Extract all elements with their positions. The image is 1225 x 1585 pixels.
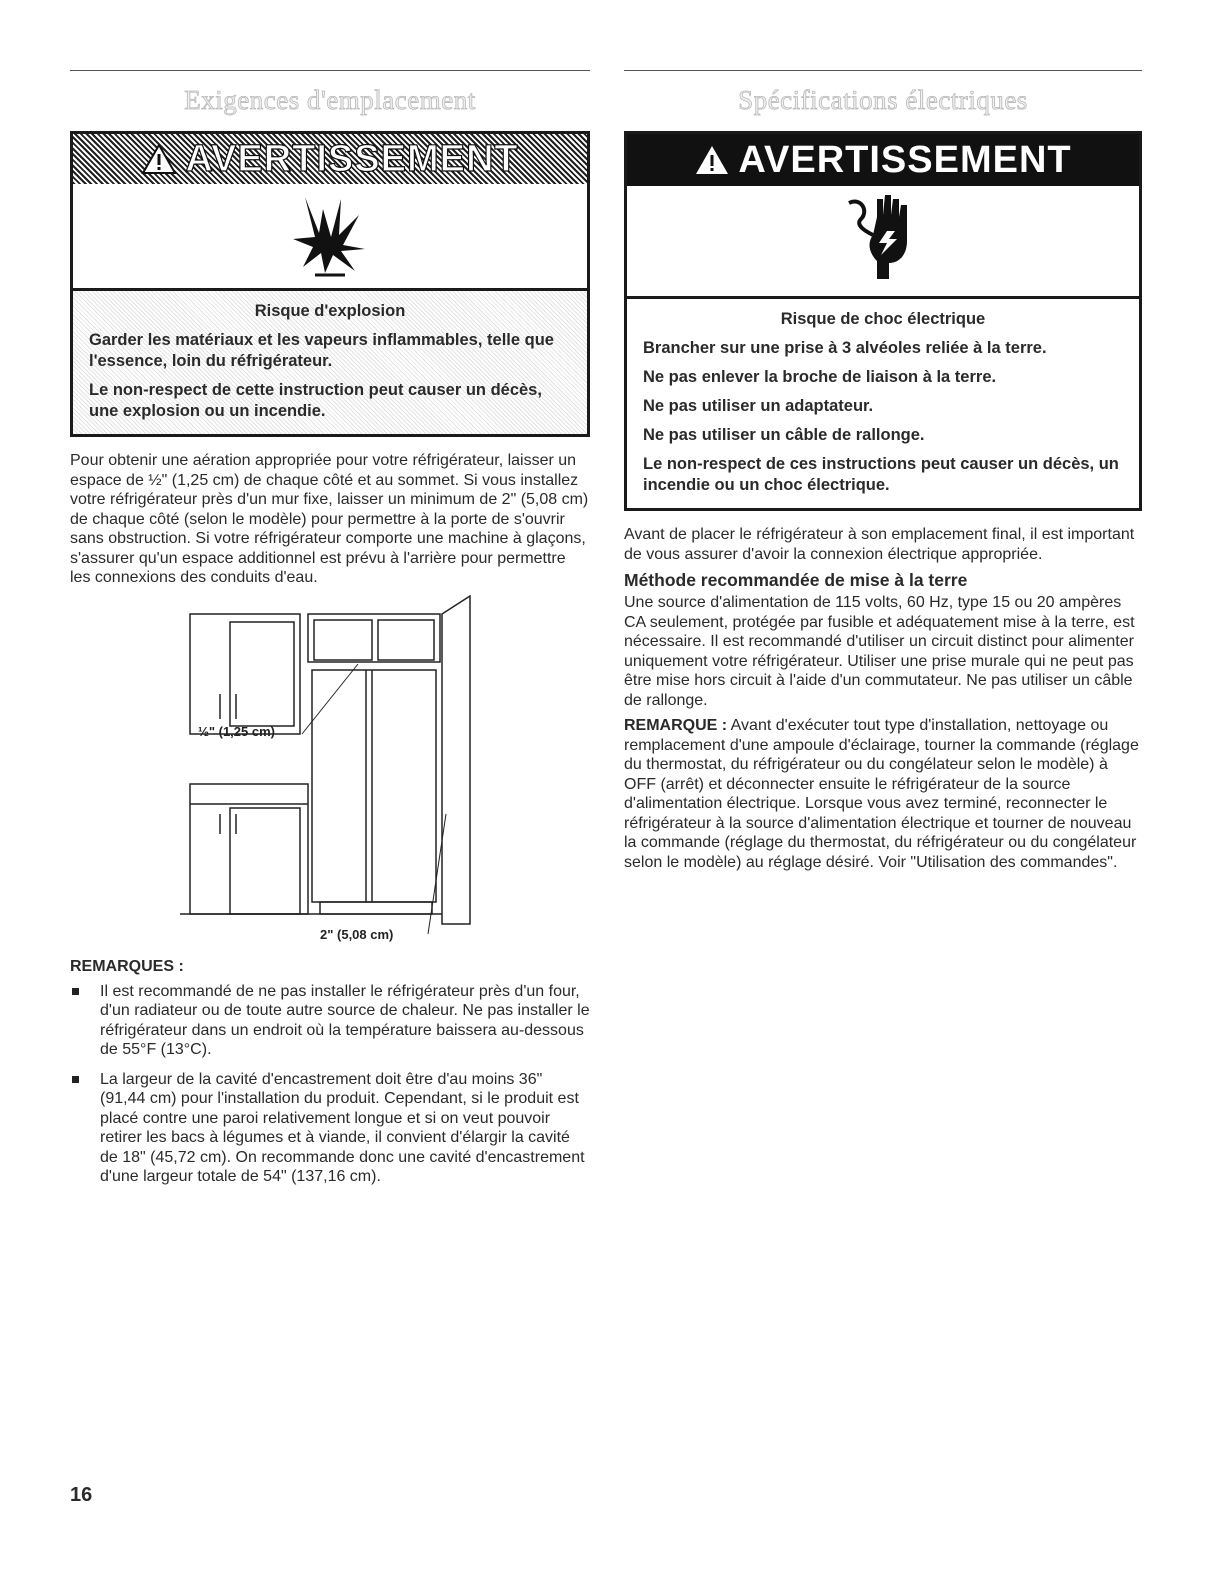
warning-body [73,291,587,434]
warning-body [627,299,1139,508]
right-column [624,70,1142,878]
warning-line: Le non-respect de cette instruction peut causer un décès, une explosion ou un incendie. [89,381,542,420]
warning-risk: Risque de choc électrique [780,310,986,328]
warning-risk: Risque d'explosion [254,302,406,320]
notes-heading: REMARQUES : [70,957,184,975]
warning-header-text: AVERTISSEMENT [738,138,1072,181]
warning-line: Le non-respect de ces instructions peut causer un décès, un incendie ou un choc électrique. [643,455,1119,494]
diagram-label-top: ½" (1,25 cm) [198,723,275,739]
warning-triangle-icon [141,143,177,175]
page-number: 16 [70,1484,93,1506]
warning-header [627,134,1139,186]
warning-line: Ne pas enlever la broche de liaison à la terre. [643,368,997,386]
section-title: Spécifications électriques [738,85,1028,115]
warning-line: Ne pas utiliser un adaptateur. [643,397,874,415]
warning-line: Ne pas utiliser un câble de rallonge. [643,426,925,444]
warning-header-text: AVERTISSEMENT [185,137,519,180]
electric-warning-box [624,131,1142,511]
explosion-icon [285,189,375,284]
list-item: La largeur de la cavité d'encastrement doit être d'au moins 36" (91,44 cm) pour l'installation du produit. Cependant, si le produit est placé contre une paroi relativement longue et si on veut pouvoir retirer les bacs à légumes et à viande, il convient d'élargir la cavité de 18" (45,72 cm). On recommande donc une cavité d'encastrement d'une largeur totale de 54" (137,16 cm). [70,1070,590,1187]
electric-shock-icon [843,191,923,291]
intro-paragraph: Avant de placer le réfrigérateur à son emplacement final, il est important de vous assurer d'avoir la connexion électrique appropriée. [624,526,1135,563]
list-item: Il est recommandé de ne pas installer le réfrigérateur près d'un four, d'un radiateur ou de toute autre source de chaleur. Ne pas installer le réfrigérateur dans un endroit où la température baissera au-dessous de 55°F (13°C). [70,982,590,1060]
warning-icon-row [73,184,587,291]
section-rule [70,70,590,71]
remark-text: Avant d'exécuter tout type d'installation, nettoyage ou remplacement d'une ampoule d'éclairage, tourner la commande (réglage du thermostat, du réfrigérateur ou du congélateur selon le modèle) à OFF (arrêt) et déconnecter ensuite le réfrigérateur de la source d'alimentation électrique. Lorsque vous avez terminé, reconnecter le réfrigérateur à la source d'alimentation électrique et tourner de nouveau la commande (réglage du thermostat, du réfrigérateur ou du congélateur selon le modèle) au réglage désiré. Voir "Utilisation des commandes". [624,717,1139,871]
section-title: Exigences d'emplacement [184,85,476,115]
grounding-subheading: Méthode recommandée de mise à la terre [624,570,968,590]
refrigerator-clearance-diagram [180,594,480,944]
warning-triangle-icon [694,144,730,176]
warning-icon-row [627,186,1139,299]
grounding-paragraph: Une source d'alimentation de 115 volts, 60 Hz, type 15 ou 20 ampères CA seulement, protégée par fusible et adéquatement mise à la terre, est nécessaire. Il est recommandé d'utiliser un circuit distinct pour alimenter uniquement votre réfrigérateur. Utiliser une prise murale qui ne peut pas être mise hors circuit à l'aide d'un commutateur. Ne pas utiliser un câble de rallonge. [624,594,1135,709]
remark-paragraph [624,716,1142,872]
explosion-warning-box [70,131,590,437]
remark-label: REMARQUE : [624,717,728,734]
notes-list [70,982,590,1187]
left-column [70,70,590,1197]
section-rule [624,70,1142,71]
intro-paragraph: Pour obtenir une aération appropriée pour votre réfrigérateur, laisser un espace de ½" (1,25 cm) de chaque côté et au sommet. Si vous installez votre réfrigérateur près d'un mur fixe, laisser un minimum de 2" (5,08 cm) de chaque côté (selon le modèle) pour permettre à la porte de s'ouvrir sans obstruction. Si votre réfrigérateur comporte une machine à glaçons, s'assurer qu'un espace additionnel est prévu à l'arrière pour permettre les connexions des conduits d'eau. [70,452,589,586]
warning-line: Brancher sur une prise à 3 alvéoles reliée à la terre. [643,339,1047,357]
warning-header [73,134,587,184]
diagram-label-bottom: 2" (5,08 cm) [320,926,394,942]
warning-line: Garder les matériaux et les vapeurs inflammables, telle que l'essence, loin du réfrigérateur. [89,331,554,370]
